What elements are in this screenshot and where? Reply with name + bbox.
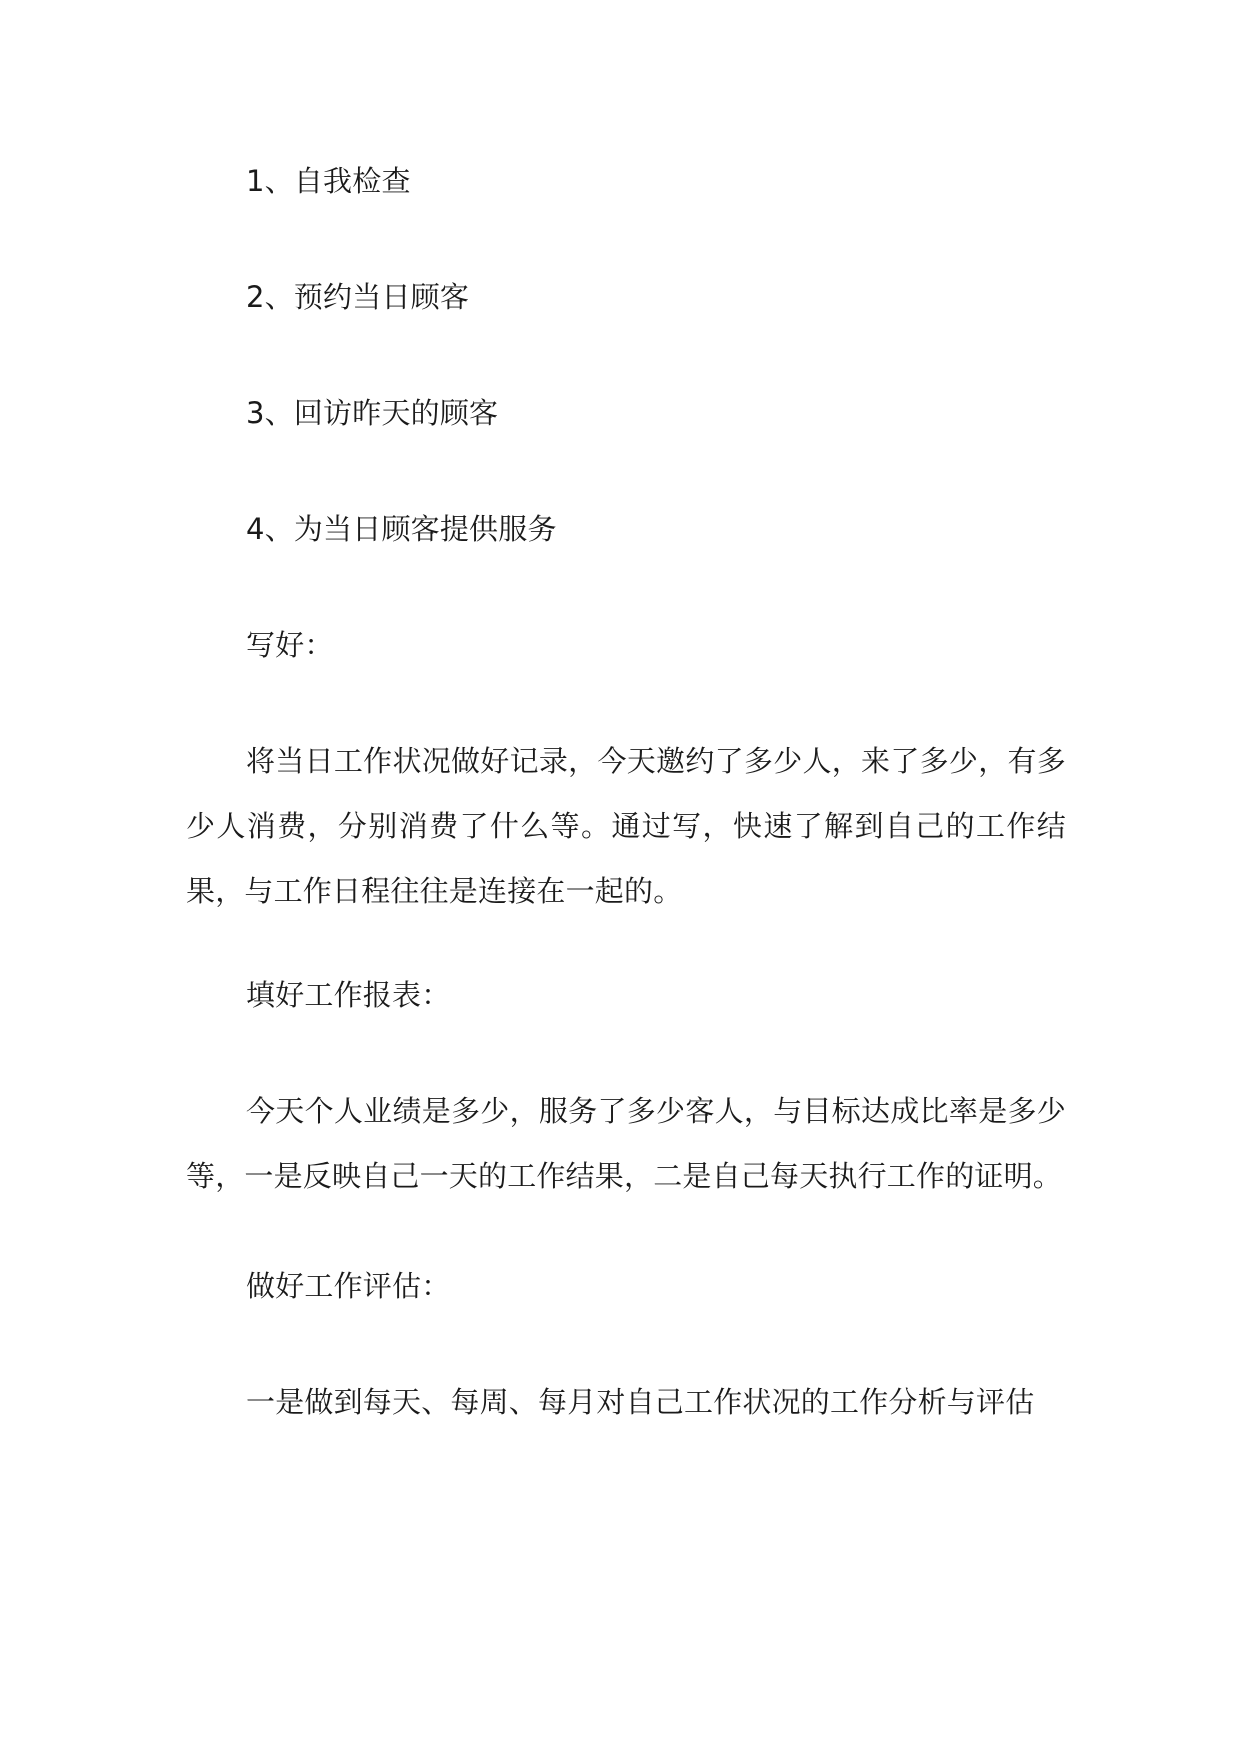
list-item-revisit-customers: 3、回访昨天的顾客	[246, 396, 499, 430]
heading-fill-report: 填好工作报表：	[246, 978, 451, 1012]
paragraph-performance: 今天个人业绩是多少，服务了多少客人，与目标达成比率是多少等，一是反映自己一天的工作结果，二是自己每天执行工作的证明。	[186, 1094, 1066, 1193]
list-item-self-check: 1、自我检查	[246, 164, 411, 198]
paragraph-record-work: 将当日工作状况做好记录，今天邀约了多少人，来了多少，有多少人消费，分别消费了什么等。通过写，快速了解到自己的工作结果，与工作日程往往是连接在一起的。	[186, 744, 1066, 908]
heading-write-well: 写好：	[246, 628, 334, 662]
heading-evaluation: 做好工作评估：	[246, 1269, 451, 1303]
list-item-book-customers: 2、预约当日顾客	[246, 280, 470, 314]
list-item-provide-service: 4、为当日顾客提供服务	[246, 512, 557, 546]
paragraph-analysis: 一是做到每天、每周、每月对自己工作状况的工作分析与评估	[246, 1385, 1035, 1419]
